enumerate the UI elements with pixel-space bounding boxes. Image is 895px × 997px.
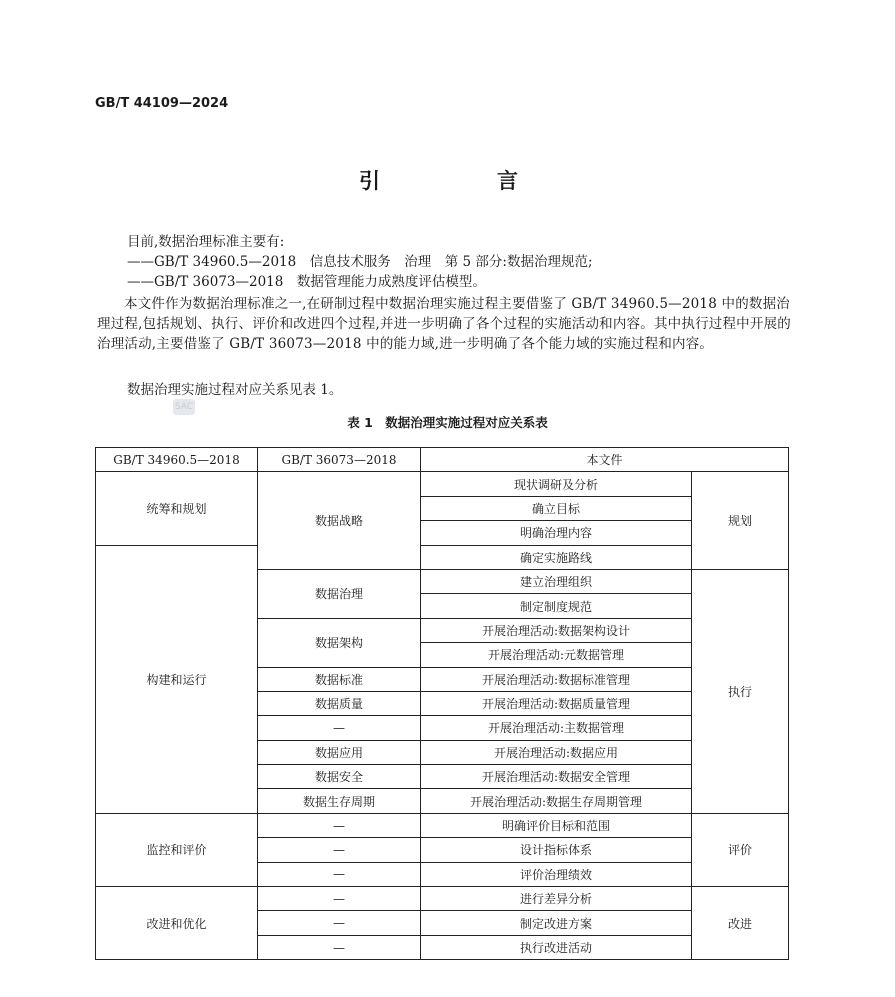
process-cell: 监控和评价 (96, 813, 258, 886)
activity-cell: 建立治理组织 (421, 569, 692, 593)
capability-cell: — (258, 862, 421, 886)
header-cell: GB/T 34960.5—2018 (96, 448, 258, 472)
table-reference-paragraph: 数据治理实施过程对应关系见表 1。 (127, 382, 343, 398)
capability-cell: — (258, 716, 421, 740)
process-mapping-table (95, 447, 789, 960)
capability-cell: 数据战略 (258, 472, 421, 570)
capability-cell: — (258, 813, 421, 837)
capability-cell: 数据应用 (258, 740, 421, 764)
capability-cell: — (258, 838, 421, 862)
activity-cell: 制定制度规范 (421, 594, 692, 618)
activity-cell: 确立目标 (421, 496, 692, 520)
activity-cell: 确定实施路线 (421, 545, 692, 569)
table-row (96, 545, 789, 569)
activity-cell: 开展治理活动:数据架构设计 (421, 618, 692, 642)
standard-number: GB/T 44109—2024 (95, 96, 229, 111)
section-title: 引 言 (359, 169, 566, 193)
activity-cell: 制定改进方案 (421, 911, 692, 935)
capability-cell: 数据架构 (258, 618, 421, 667)
capability-cell: 数据安全 (258, 765, 421, 789)
capability-cell: — (258, 935, 421, 959)
activity-cell: 评价治理绩效 (421, 862, 692, 886)
phase-cell: 执行 (692, 569, 789, 813)
capability-cell: 数据标准 (258, 667, 421, 691)
activity-cell: 开展治理活动:数据质量管理 (421, 691, 692, 715)
process-cell: 构建和运行 (96, 545, 258, 813)
table-row (96, 813, 789, 837)
process-cell: 改进和优化 (96, 887, 258, 960)
activity-cell: 开展治理活动:数据生存周期管理 (421, 789, 692, 813)
phase-cell: 改进 (692, 887, 789, 960)
activity-cell: 开展治理活动:数据安全管理 (421, 765, 692, 789)
activity-cell: 开展治理活动:主数据管理 (421, 716, 692, 740)
activity-cell: 开展治理活动:数据应用 (421, 740, 692, 764)
capability-cell: 数据生存周期 (258, 789, 421, 813)
capability-cell: — (258, 887, 421, 911)
intro-paragraph: 目前,数据治理标准主要有: (127, 234, 285, 250)
capability-cell: — (258, 911, 421, 935)
capability-cell: 数据治理 (258, 569, 421, 618)
table-header-row (96, 448, 789, 472)
capability-cell: 数据质量 (258, 691, 421, 715)
header-cell: GB/T 36073—2018 (258, 448, 421, 472)
activity-cell: 现状调研及分析 (421, 472, 692, 496)
activity-cell: 明确评价目标和范围 (421, 813, 692, 837)
phase-cell: 规划 (692, 472, 789, 570)
activity-cell: 开展治理活动:数据标准管理 (421, 667, 692, 691)
activity-cell: 开展治理活动:元数据管理 (421, 643, 692, 667)
body-paragraph: 本文件作为数据治理标准之一,在研制过程中数据治理实施过程主要借鉴了 GB/T 34960.5—2018 中的数据治理过程,包括规划、执行、评价和改进四个过程,并进一步明确了各个过程的实施活动和内容。其中执行过程中开展的治理活动,主要借鉴了 GB/T 36073—2018 中的能力域,进一步明确了各个能力域的实施过程和内容。 (97, 296, 791, 352)
table-row (96, 887, 789, 911)
header-cell: 本文件 (421, 448, 789, 472)
process-cell: 统筹和规划 (96, 472, 258, 545)
activity-cell: 执行改进活动 (421, 935, 692, 959)
table-caption: 表 1 数据治理实施过程对应关系表 (347, 415, 548, 430)
table-row (96, 472, 789, 496)
standard-list-item: ——GB/T 36073—2018 数据管理能力成熟度评估模型。 (127, 274, 486, 290)
phase-cell: 评价 (692, 813, 789, 886)
standard-list-item: ——GB/T 34960.5—2018 信息技术服务 治理 第 5 部分:数据治理规范; (127, 254, 593, 270)
watermark-stamp: SAC (173, 399, 195, 415)
activity-cell: 设计指标体系 (421, 838, 692, 862)
activity-cell: 明确治理内容 (421, 521, 692, 545)
activity-cell: 进行差异分析 (421, 887, 692, 911)
